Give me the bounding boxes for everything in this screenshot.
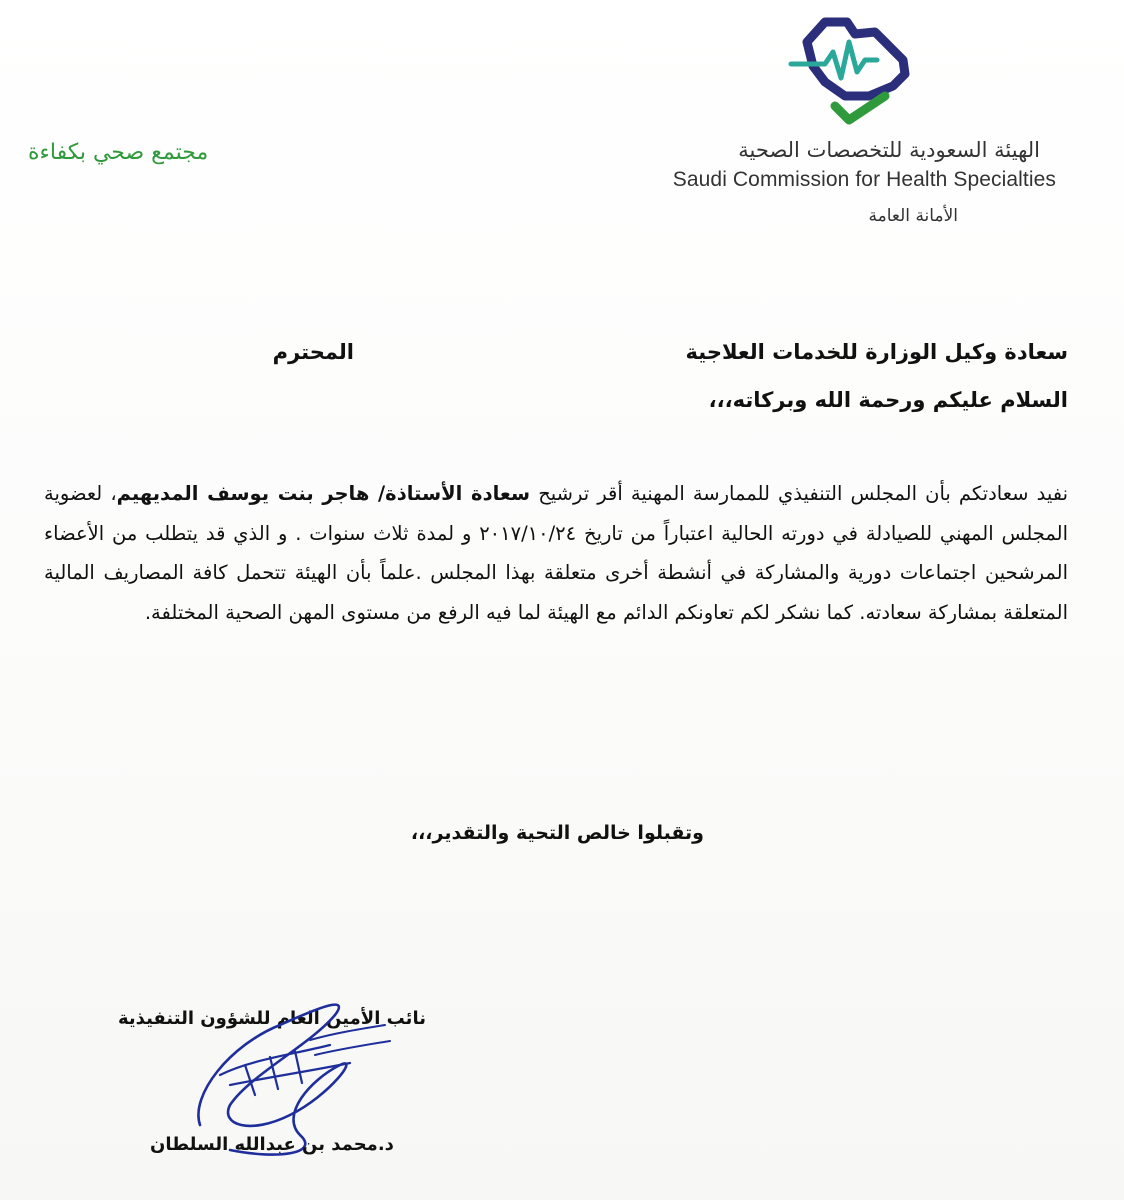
greeting-line: السلام عليكم ورحمة الله وبركاته،،، bbox=[708, 388, 1068, 412]
body-text-part1: نفيد سعادتكم بأن المجلس التنفيذي للممارسة المهنية أقر ترشيح bbox=[530, 482, 1068, 505]
department-name: الأمانة العامة bbox=[868, 206, 958, 226]
letterhead bbox=[640, 10, 1070, 240]
letter-body bbox=[44, 474, 1068, 632]
signatory-name: د.محمد بن عبدالله السلطان bbox=[150, 1134, 394, 1155]
body-text-part2: ، لعضوية المجلس المهني للصيادلة في دورته الحالية اعتباراً من تاريخ ٢٠١٧/١٠/٢٤ و لمدة ثلاث سنوات . و الذي قد يتطلب من الأعضاء المرشحين اجتماعات دورية والمشاركة في أنشطة أخرى متعلقة بهذا المجلس .علماً بأن الهيئة تتحمل كافة المصاريف المالية المتعلقة بمشاركة سعادته. كما نشكر لكم تعاونكم الدائم مع الهيئة لما فيه الرفع من مستوى المهن الصحية المختلفة. bbox=[44, 482, 1068, 624]
signatory-title: نائب الأمين العام للشؤون التنفيذية bbox=[118, 1008, 426, 1029]
nominee-name: سعادة الأستاذة/ هاجر بنت يوسف المديهيم bbox=[116, 482, 531, 505]
closing-line: وتقبلوا خالص التحية والتقدير،،، bbox=[410, 822, 704, 844]
honorific: المحترم bbox=[272, 340, 354, 364]
saudi-map-heartbeat-logo-icon bbox=[785, 12, 925, 132]
org-name-arabic: الهيئة السعودية للتخصصات الصحية bbox=[738, 138, 1040, 162]
recipient-line: سعادة وكيل الوزارة للخدمات العلاجية bbox=[685, 340, 1068, 364]
org-name-english: Saudi Commission for Health Specialties bbox=[672, 168, 1056, 191]
slogan: مجتمع صحي بكفاءة bbox=[28, 140, 209, 165]
